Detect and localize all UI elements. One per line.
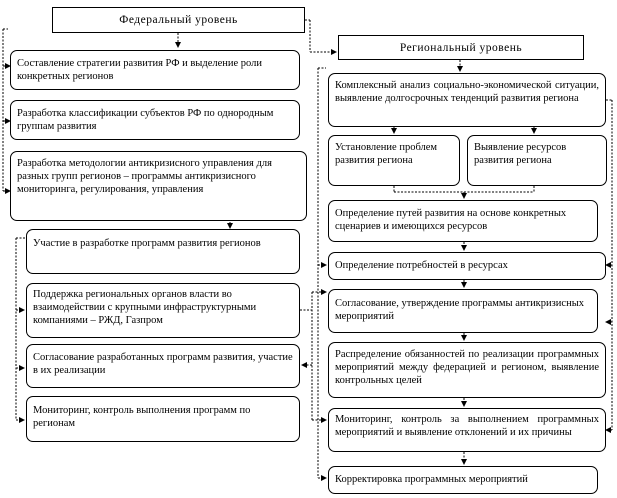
regional-item-paths <box>328 200 598 242</box>
federal-level-header <box>52 7 305 33</box>
federal-item-label: Разработка классификации субъектов РФ по однородным группам развития <box>17 108 274 132</box>
regional-item-distribution <box>328 342 606 398</box>
federal-item-label: Разработка методологии антикризисного управления для разных групп регионов – программы антикризисного мониторинга, регулирования, управления <box>17 158 272 195</box>
regional-item-label: Согласование, утверждение программы антикризисных мероприятий <box>335 298 585 322</box>
federal-item-methodology <box>10 151 307 221</box>
federal-item-strategy <box>10 50 300 90</box>
federal-level-title: Федеральный уровень <box>119 14 238 26</box>
regional-item-label: Распределение обязанностей по реализации программных мероприятий между федерацией и регионом, выявление контрольных целей <box>335 349 599 386</box>
regional-level-header <box>338 35 584 60</box>
regional-item-approval <box>328 289 598 333</box>
regional-item-label: Установление проблем развития региона <box>335 142 438 166</box>
federal-item-classification <box>10 100 300 140</box>
federal-item-support <box>26 283 300 338</box>
regional-item-analysis <box>328 73 606 127</box>
federal-item-label: Участие в разработке программ развития регионов <box>33 238 261 249</box>
federal-item-participation <box>26 229 300 274</box>
regional-item-monitoring <box>328 408 606 452</box>
federal-item-monitoring <box>26 396 300 442</box>
federal-item-label: Поддержка региональных органов власти во взаимодействии с крупными инфраструктурными компаниями – РЖД, Газпром <box>33 289 257 326</box>
federal-item-label: Согласование разработанных программ развития, участие в их реализации <box>33 352 293 376</box>
regional-item-resources <box>467 135 607 186</box>
regional-item-label: Корректировка программных мероприятий <box>335 474 528 485</box>
regional-item-problems <box>328 135 460 186</box>
regional-item-label: Мониторинг, контроль за выполнением программных мероприятий и выявление отклонений и их причины <box>335 414 599 438</box>
regional-item-correction <box>328 466 598 494</box>
regional-item-label: Определение путей развития на основе конкретных сценариев и имеющихся ресурсов <box>335 208 567 232</box>
regional-item-label: Определение потребностей в ресурсах <box>335 260 508 271</box>
federal-item-label: Мониторинг, контроль выполнения программ по регионам <box>33 405 251 429</box>
regional-level-title: Региональный уровень <box>399 42 523 54</box>
federal-item-label: Составление стратегии развития РФ и выделение роли конкретных регионов <box>17 58 263 82</box>
regional-item-label: Выявление ресурсов развития региона <box>474 142 567 166</box>
regional-item-label: Комплексный анализ социально-экономической ситуации, выявление долгосрочных тенденций развития региона <box>335 80 599 104</box>
regional-item-needs <box>328 252 606 280</box>
federal-item-coordination <box>26 344 300 388</box>
